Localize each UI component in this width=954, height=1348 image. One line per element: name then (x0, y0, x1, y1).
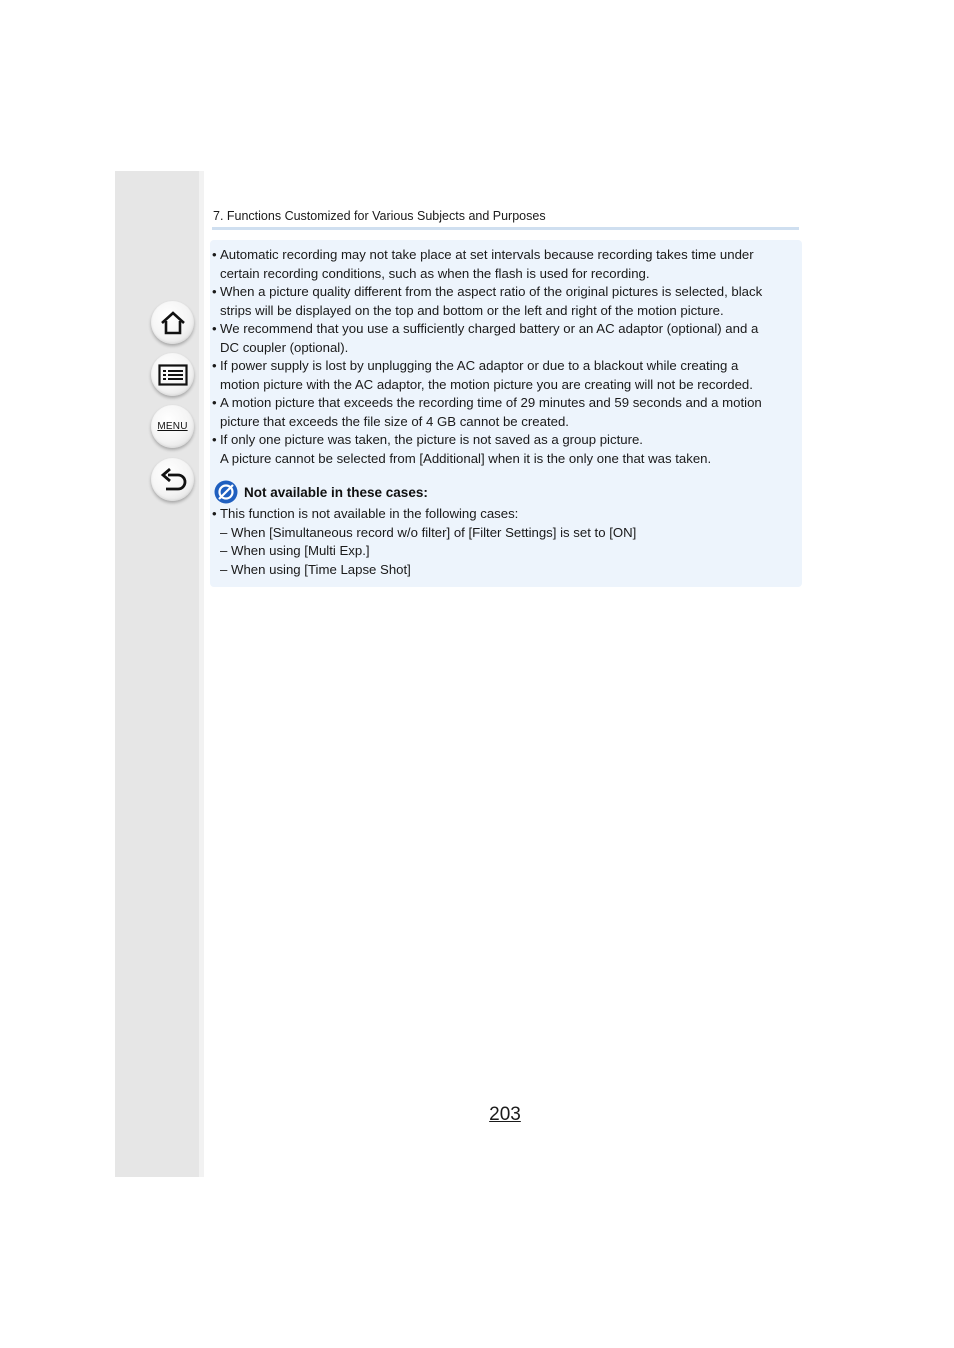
menu-button[interactable] (151, 405, 194, 448)
case-item: – When using [Time Lapse Shot] (220, 561, 411, 577)
note-line: If only one picture was taken, the picture is not saved as a group picture. (220, 432, 643, 447)
list-item (212, 505, 798, 524)
note-line: We recommend that you use a sufficiently charged battery or an AC adaptor (optional) and a (220, 321, 759, 336)
case-item: – When [Simultaneous record w/o filter] of [Filter Settings] is set to [ON] (220, 524, 637, 540)
menu-label: MENU (157, 421, 188, 432)
note-item (212, 320, 798, 357)
note-line: DC coupler (optional). (220, 339, 349, 355)
bullet: • (212, 432, 217, 447)
note-item (212, 246, 798, 283)
note-line: Automatic recording may not take place at set intervals because recording takes time under (220, 247, 754, 262)
note-item (212, 283, 798, 320)
bullet: • (212, 358, 217, 373)
chapter-title: 7. Functions Customized for Various Subjects and Purposes (213, 209, 546, 223)
back-arrow-icon (159, 468, 187, 492)
case-item: – When using [Multi Exp.] (220, 543, 370, 558)
bullet: • (212, 321, 217, 336)
not-available-title: Not available in these cases: (244, 484, 428, 500)
back-button[interactable] (151, 458, 194, 501)
note-item (212, 431, 798, 468)
bullet: • (212, 247, 217, 262)
not-available-heading (214, 480, 428, 504)
not-available-icon (214, 480, 238, 504)
note-line: motion picture with the AC adaptor, the motion picture you are creating will not be recorded. (220, 376, 753, 392)
note-line: When a picture quality different from the aspect ratio of the original pictures is selected, black (220, 284, 763, 299)
bullet: • (212, 506, 217, 521)
home-button[interactable] (151, 301, 194, 344)
bullet: • (212, 284, 217, 299)
note-line: A motion picture that exceeds the recording time of 29 minutes and 59 seconds and a motion (220, 395, 762, 410)
note-item (212, 394, 798, 431)
sidebar-edge (199, 171, 204, 1177)
home-icon (159, 310, 187, 336)
note-line: If power supply is lost by unplugging the AC adaptor or due to a blackout while creating a (220, 358, 739, 373)
bullet: • (212, 395, 217, 410)
contents-list-button[interactable] (151, 353, 194, 396)
notes-list (212, 246, 798, 468)
note-line: certain recording conditions, such as when the flash is used for recording. (220, 265, 650, 281)
note-line: strips will be displayed on the top and bottom or the left and right of the motion picture. (220, 302, 724, 318)
not-available-list (212, 505, 798, 579)
page-number[interactable]: 203 (489, 1104, 521, 1125)
note-item (212, 357, 798, 394)
list-icon (158, 364, 188, 386)
header-divider (212, 227, 799, 230)
note-line: A picture cannot be selected from [Additional] when it is the only one that was taken. (220, 450, 712, 466)
note-line: picture that exceeds the file size of 4 GB cannot be created. (220, 413, 569, 429)
not-available-intro: This function is not available in the following cases: (220, 506, 519, 521)
